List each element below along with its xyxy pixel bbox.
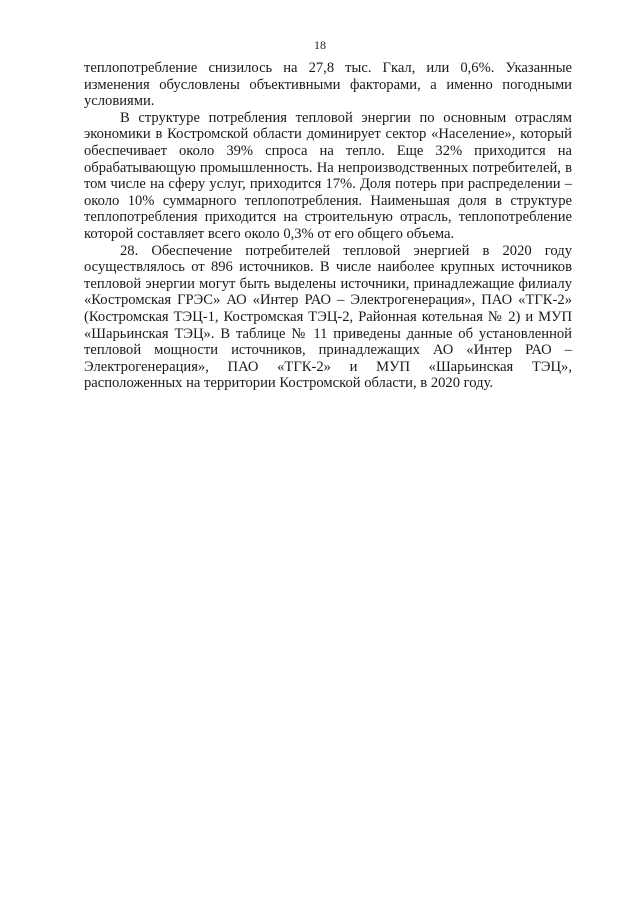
document-body	[84, 60, 572, 392]
paragraph-heat-sources: 28. Обеспечение потребителей тепловой энергией в 2020 году осуществлялось от 896 источников. В числе наиболее крупных источников тепловой энергии могут быть выделены источники, принадлежащие филиалу «Костромская ГРЭС» АО «Интер РАО – Электрогенерация», ПАО «ТГК-2» (Костромская ТЭЦ-1, Костромская ТЭЦ-2, Районная котельная № 2) и МУП «Шарьинская ТЭЦ». В таблице № 11 приведены данные об установленной тепловой мощности источников, принадлежащих АО «Интер РАО – Электрогенерация», ПАО «ТГК-2» и МУП «Шарьинская ТЭЦ», расположенных на территории Костромской области, в 2020 году.	[84, 242, 572, 392]
paragraph-consumption-structure: В структуре потребления тепловой энергии по основным отраслям экономики в Костромской области доминирует сектор «Население», который обеспечивает около 39% спроса на тепло. Еще 32% приходится на обрабатывающую промышленность. На непроизводственных потребителей, в том числе на сферу услуг, приходится 17%. Доля потерь при распределении – около 10% суммарного теплопотребления. Наименьшая доля в структуре теплопотребления приходится на строительную отрасль, теплопотребление которой составляет всего около 0,3% от его общего объема.	[84, 109, 572, 242]
paragraph-continuation: теплопотребление снизилось на 27,8 тыс. Гкал, или 0,6%. Указанные изменения обусловлены объективными факторами, а именно погодными условиями.	[84, 60, 572, 110]
page-number: 18	[314, 38, 326, 52]
